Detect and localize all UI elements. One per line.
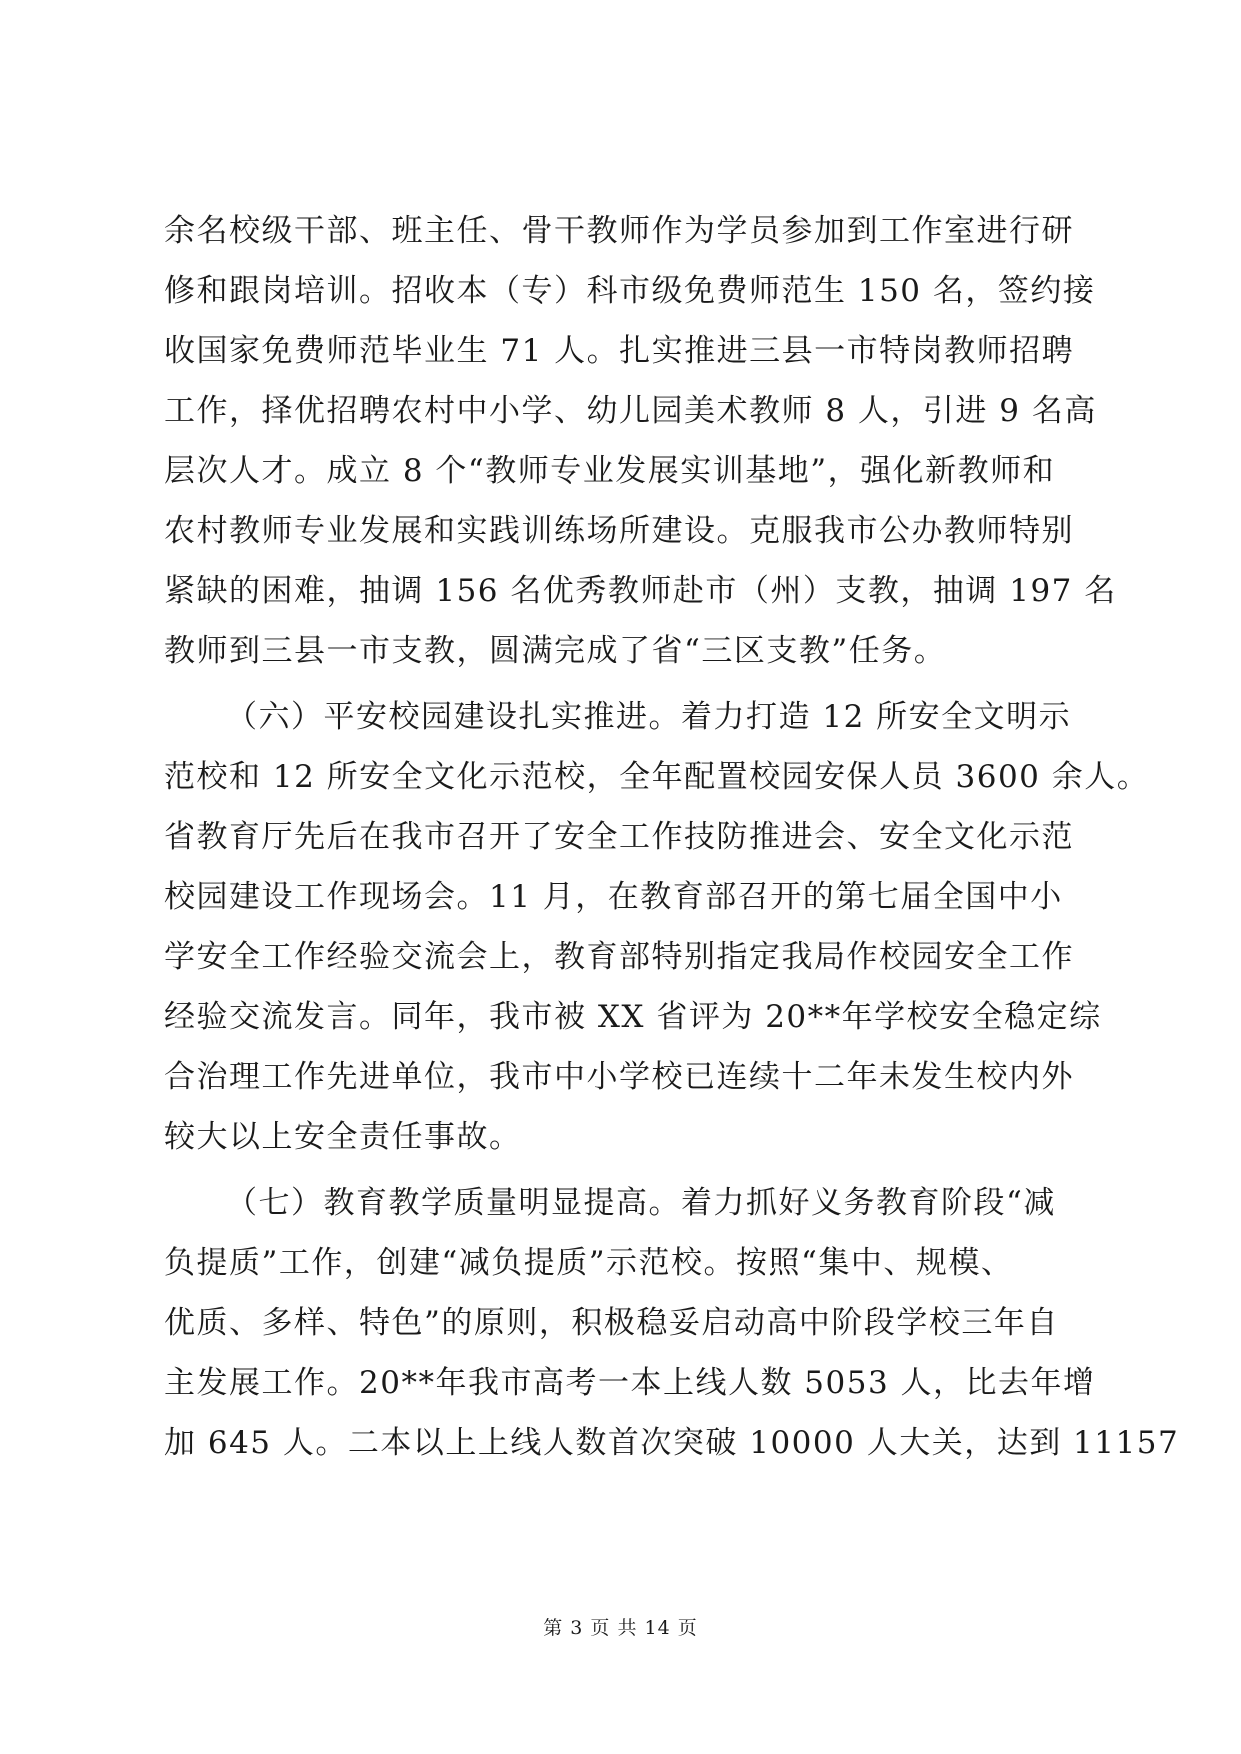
text-line: 农村教师专业发展和实践训练场所建设。克服我市公办教师特别 [164,513,1074,549]
text-line: 负提质”工作，创建“减负提质”示范校。按照“集中、规模、 [164,1245,1014,1281]
text-line: 省教育厅先后在我市召开了安全工作技防推进会、安全文化示范 [164,819,1074,855]
paragraph-heading-line: （六）平安校园建设扎实推进。着力打造 12 所安全文明示 [226,699,1072,735]
text-line: 学安全工作经验交流会上，教育部特别指定我局作校园安全工作 [164,939,1074,975]
text-line: 优质、多样、特色”的原则，积极稳妥启动高中阶段学校三年自 [164,1305,1059,1341]
text-line: 主发展工作。20**年我市高考一本上线人数 5053 人，比去年增 [164,1365,1096,1401]
text-line: 较大以上安全责任事故。 [164,1119,522,1155]
text-line: 校园建设工作现场会。11 月，在教育部召开的第七届全国中小 [164,879,1063,915]
text-line: 收国家免费师范毕业生 71 人。扎实推进三县一市特岗教师招聘 [164,333,1075,369]
text-line: 紧缺的困难，抽调 156 名优秀教师赴市（州）支教，抽调 197 名 [164,573,1117,609]
text-line: 修和跟岗培训。招收本（专）科市级免费师范生 150 名，签约接 [164,273,1096,309]
text-line: 层次人才。成立 8 个“教师专业发展实训基地”，强化新教师和 [164,453,1056,489]
text-line: 教师到三县一市支教，圆满完成了省“三区支教”任务。 [164,633,947,669]
text-line: 加 645 人。二本以上上线人数首次突破 10000 人大关，达到 11157 [164,1425,1180,1461]
paragraph-heading-line: （七）教育教学质量明显提高。着力抓好义务教育阶段“减 [226,1185,1056,1221]
text-line: 余名校级干部、班主任、骨干教师作为学员参加到工作室进行研 [164,213,1074,249]
text-line: 经验交流发言。同年，我市被 XX 省评为 20**年学校安全稳定综 [164,999,1102,1035]
text-line: 范校和 12 所安全文化示范校，全年配置校园安保人员 3600 余人。 [164,759,1150,795]
text-line: 合治理工作先进单位，我市中小学校已连续十二年未发生校内外 [164,1059,1074,1095]
text-line: 工作，择优招聘农村中小学、幼儿园美术教师 8 人，引进 9 名高 [164,393,1097,429]
page-number-footer: 第 3 页 共 14 页 [543,1617,698,1639]
